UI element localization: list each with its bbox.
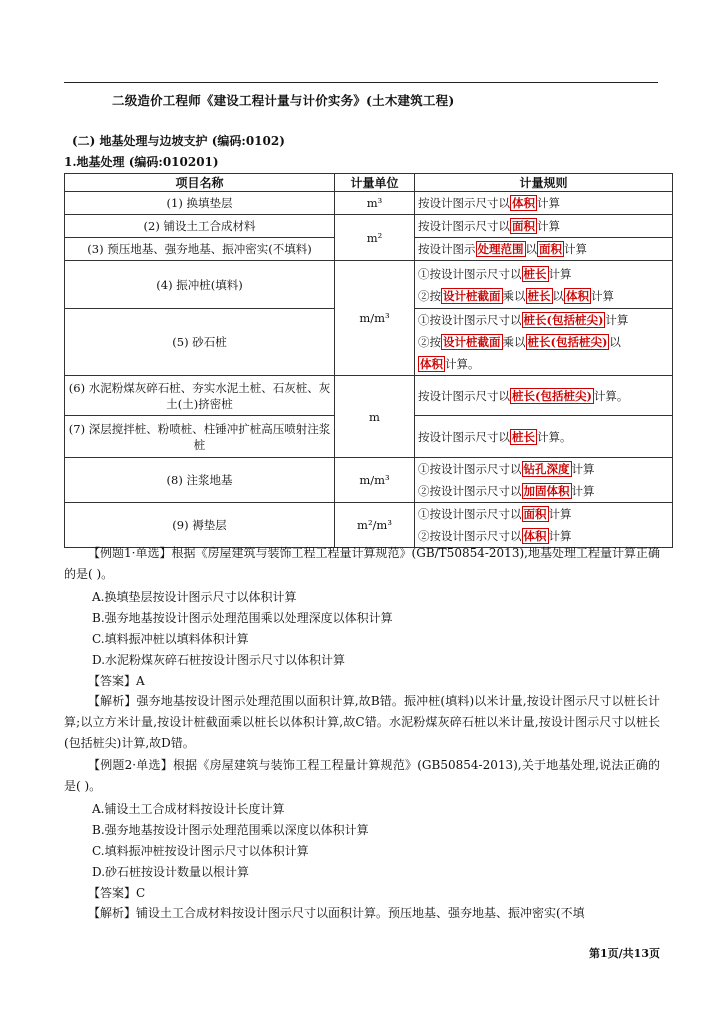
unit-cell: m/m³ — [335, 458, 415, 503]
table-row — [65, 458, 673, 503]
item-name: (1) 换填垫层 — [65, 192, 335, 215]
example2-option-a: A.铺设土工合成材料按设计长度计算 — [92, 802, 285, 816]
highlight: 桩长(包括桩尖) — [523, 313, 604, 327]
unit-cell: m²/m³ — [335, 503, 415, 548]
highlight: 桩长 — [527, 288, 551, 303]
table-row — [65, 376, 673, 416]
example2-option-c: C.填料振冲桩按设计图示尺寸以体积计算 — [92, 844, 309, 858]
rule-cell: 按设计图示尺寸以 体积 计算 — [415, 192, 673, 215]
rule-cell: ①按设计图示尺寸以 桩长(包括桩尖) 计算 ②按 设计桩截面 乘以 桩长(包括桩尖) 以 体积 计算。 — [415, 309, 673, 376]
rule-cell: 按设计图示尺寸以 桩长 计算。 — [415, 416, 673, 458]
highlight: 体积 — [512, 196, 535, 210]
example2-answer: 【答案】C — [88, 886, 146, 900]
item-name: (4) 振冲桩(填料) — [65, 261, 335, 309]
highlight: 体积 — [566, 288, 589, 303]
highlight: 桩长 — [523, 266, 547, 281]
page-header-title: 二级造价工程师《建设工程计量与计价实务》(土木建筑工程) — [112, 93, 455, 108]
section-subtitle: 1.地基处理 (编码:010201) — [64, 155, 219, 169]
unit-cell: m/m³ — [335, 261, 415, 376]
item-name: (9) 褥垫层 — [65, 503, 335, 548]
unit-cell: m² — [335, 215, 415, 261]
example2-option-b: B.强夯地基按设计图示处理范围乘以深度以体积计算 — [92, 823, 369, 837]
example1-answer: 【答案】A — [88, 674, 145, 688]
highlight: 处理范围 — [477, 242, 524, 256]
rule-cell: ①按设计图示尺寸以 钻孔深度 计算 ②按设计图示尺寸以 加固体积 计算 — [415, 458, 673, 503]
table-row — [65, 261, 673, 309]
item-name: (7) 深层搅拌桩、粉喷桩、柱锤冲扩桩高压喷射注浆桩 — [65, 416, 335, 458]
header-rule — [64, 82, 658, 83]
highlight: 桩长(包括桩尖) — [527, 335, 608, 349]
header-item-name: 项目名称 — [65, 174, 335, 192]
example1-option-a: A.换填垫层按设计图示尺寸以体积计算 — [92, 590, 297, 604]
example1-analysis: 【解析】强夯地基按设计图示处理范围以面积计算,故B错。振冲桩(填料)以米计量,按设计图示尺寸以桩长计算;以立方米计量,按设计桩截面乘以桩长以体积计算,故C错。水泥粉煤灰碎石桩以米计量,按设计图示尺寸以桩长(包括桩尖)计算,故D错。 — [64, 694, 660, 750]
table-row — [65, 192, 673, 215]
section-title: (二) 地基处理与边坡支护 (编码:0102) — [72, 134, 285, 148]
page-number: 第1页/共13页 — [589, 947, 660, 960]
rule-cell: 按设计图示尺寸以 桩长(包括桩尖) 计算。 — [415, 376, 673, 416]
item-name: (8) 注浆地基 — [65, 458, 335, 503]
item-name: (5) 砂石桩 — [65, 309, 335, 376]
highlight: 设计桩截面 — [443, 335, 501, 349]
highlight: 面积 — [539, 242, 562, 256]
table-row — [65, 503, 673, 548]
rule-cell: 按设计图示尺寸以 面积 计算 — [415, 215, 673, 238]
example2-analysis: 【解析】铺设土工合成材料按设计图示尺寸以面积计算。预压地基、强夯地基、振冲密实(不填 — [88, 906, 585, 920]
highlight: 体积 — [420, 357, 443, 371]
rules-table — [64, 173, 673, 548]
header-unit: 计量单位 — [335, 174, 415, 192]
header-rule: 计量规则 — [415, 174, 673, 192]
item-name: (6) 水泥粉煤灰碎石桩、夯实水泥土桩、石灰桩、灰土(土)挤密桩 — [65, 376, 335, 416]
example1-option-c: C.填料振冲桩以填料体积计算 — [92, 632, 249, 646]
highlight: 面积 — [512, 219, 535, 233]
highlight: 桩长 — [512, 429, 535, 444]
item-name: (3) 预压地基、强夯地基、振冲密实(不填料) — [65, 238, 335, 261]
highlight: 面积 — [523, 507, 547, 521]
example1-option-d: D.水泥粉煤灰碎石桩按设计图示尺寸以体积计算 — [92, 653, 346, 667]
example2-question: 【例题2·单选】根据《房屋建筑与装饰工程工程量计算规范》(GB50854-2013),关于地基处理,说法正确的是( )。 — [64, 758, 660, 793]
example2-option-d: D.砂石桩按设计数量以根计算 — [92, 865, 250, 879]
table-row — [65, 215, 673, 238]
unit-cell: m — [335, 376, 415, 458]
highlight: 体积 — [523, 529, 547, 543]
table-header-row — [65, 174, 673, 192]
highlight: 钻孔深度 — [523, 462, 570, 476]
example1-option-b: B.强夯地基按设计图示处理范围乘以处理深度以体积计算 — [92, 611, 393, 625]
highlight: 加固体积 — [523, 484, 570, 498]
highlight: 桩长(包括桩尖) — [512, 388, 592, 403]
unit-cell: m³ — [335, 192, 415, 215]
highlight: 设计桩截面 — [443, 288, 501, 303]
example1-question: 【例题1·单选】根据《房屋建筑与装饰工程工程量计算规范》(GB/T50854-2013),地基处理工程量计算正确的是( )。 — [64, 546, 660, 581]
rule-cell: ①按设计图示尺寸以 面积 计算 ②按设计图示尺寸以 体积 计算 — [415, 503, 673, 548]
item-name: (2) 铺设土工合成材料 — [65, 215, 335, 238]
rule-cell: 按设计图示 处理范围 以 面积 计算 — [415, 238, 673, 261]
rule-cell: ①按设计图示尺寸以 桩长 计算 ②按 设计桩截面 乘以 桩长 以 体积 计算 — [415, 261, 673, 309]
